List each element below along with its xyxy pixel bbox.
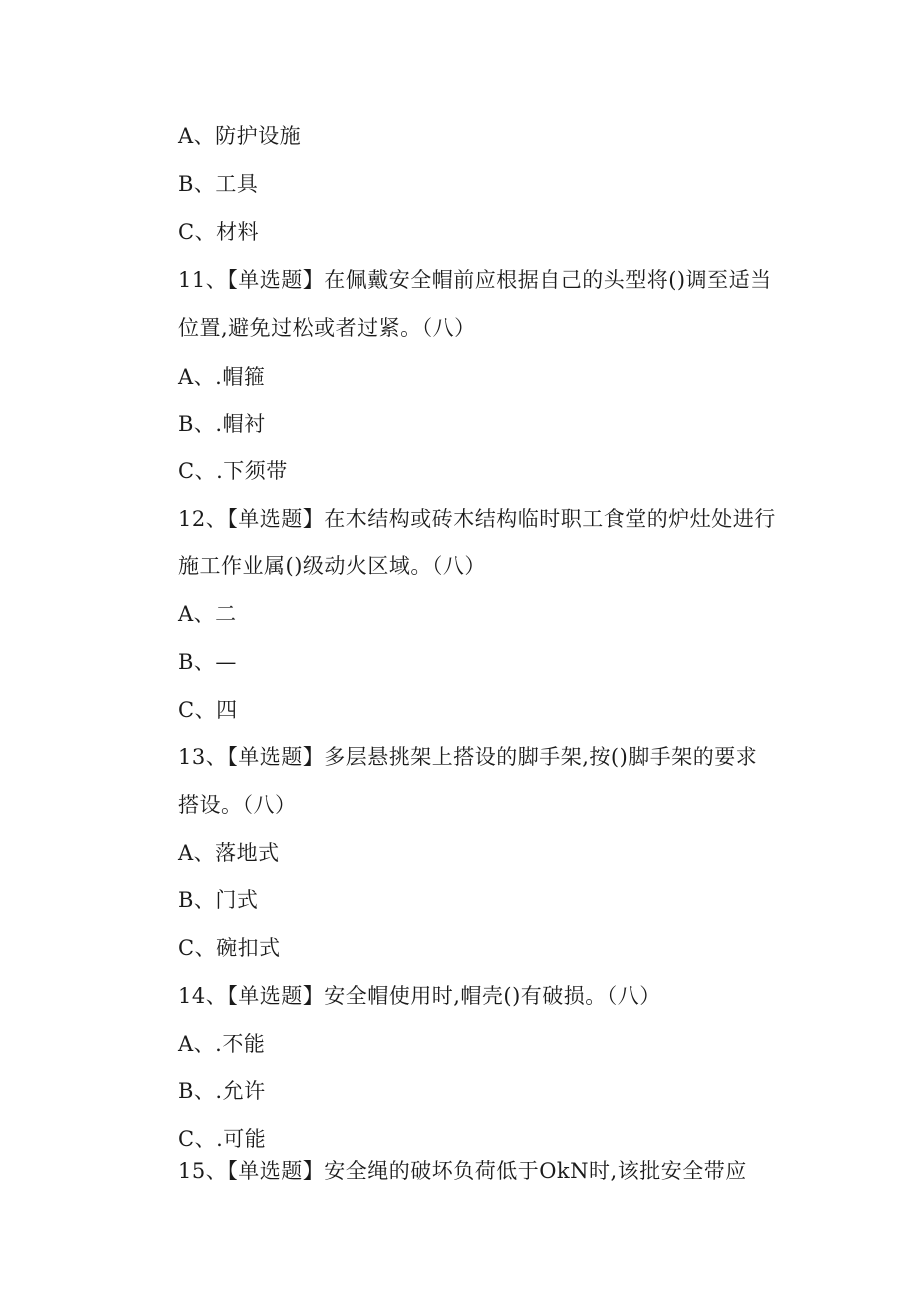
- question-11-text: 11、【单选题】在佩戴安全帽前应根据自己的头型将()调至适当: [178, 268, 772, 292]
- option-c-text: C、材料: [178, 220, 260, 244]
- option-a-text: A、防护设施: [178, 124, 302, 148]
- question-12-text-cont: 施工作业属()级动火区域。（八）: [178, 554, 486, 578]
- option-c-text: C、.下须带: [178, 459, 288, 483]
- option-b-text: B、门式: [178, 888, 259, 912]
- question-12-text: 12、【单选题】在木结构或砖木结构临时职工食堂的炉灶处进行: [178, 507, 776, 531]
- question-13-text-cont: 搭设。（八）: [178, 793, 297, 817]
- option-b-text: B、工具: [178, 172, 259, 196]
- question-14-text: 14、【单选题】安全帽使用时,帽壳()有破损。（八）: [178, 984, 661, 1008]
- option-a-text: A、落地式: [178, 841, 280, 865]
- question-11-text-cont: 位置,避免过松或者过紧。（八）: [178, 316, 476, 340]
- option-b-text: B、—: [178, 650, 237, 674]
- option-a-text: A、二: [178, 602, 237, 626]
- option-b-text: B、.帽衬: [178, 412, 266, 436]
- option-c-text: C、.可能: [178, 1127, 267, 1151]
- option-c-text: C、碗扣式: [178, 936, 281, 960]
- option-a-text: A、.帽箍: [178, 365, 266, 389]
- option-c-text: C、四: [178, 698, 238, 722]
- question-15-text: 15、【单选题】安全绳的破坏负荷低于OkN时,该批安全带应: [178, 1159, 747, 1183]
- question-13-text: 13、【单选题】多层悬挑架上搭设的脚手架,按()脚手架的要求: [178, 745, 758, 769]
- option-b-text: B、.允许: [178, 1079, 266, 1103]
- option-a-text: A、.不能: [178, 1032, 266, 1056]
